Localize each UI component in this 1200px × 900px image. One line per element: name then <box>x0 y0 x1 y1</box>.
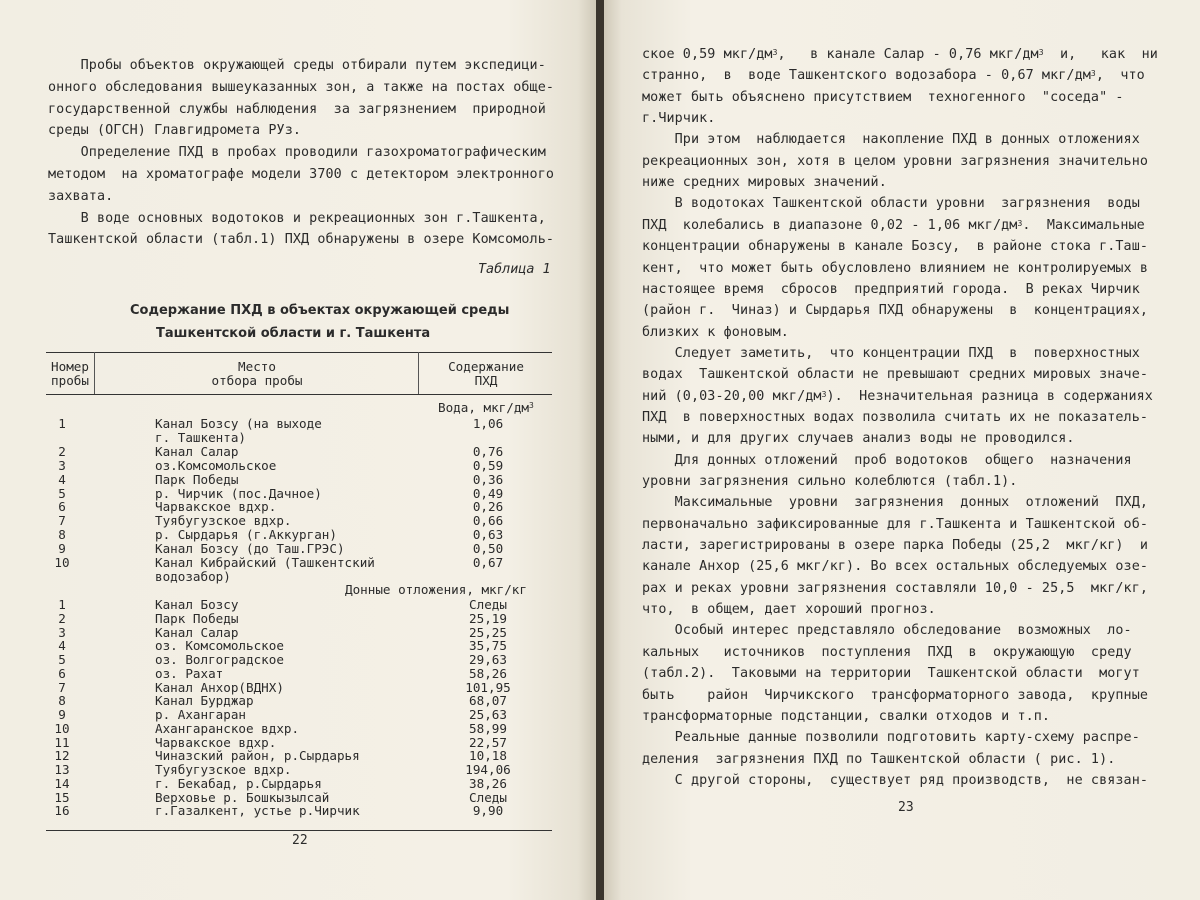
table-row-number: 10 <box>54 720 70 736</box>
table-row-value: 0,76 <box>472 443 504 459</box>
right-text-line <box>642 151 1148 172</box>
superscript: 3 <box>1090 69 1096 79</box>
table-row-value: Следы <box>469 597 507 612</box>
right-text-line <box>642 514 1148 535</box>
header-content <box>420 360 552 388</box>
table-row-value: 35,75 <box>469 638 507 654</box>
table-row-value: 22,57 <box>469 734 507 750</box>
table-row-value: 9,90 <box>472 803 504 819</box>
right-text-line <box>642 236 1148 257</box>
table-row-number: 15 <box>54 789 70 805</box>
table-row-place: Канал Бозсу (до Таш.ГРЭС) <box>155 541 345 557</box>
table-row-value: 0,50 <box>472 541 504 557</box>
text-segment: Реальные данные позволили подготовить карту-схему распре- <box>642 730 1140 746</box>
page-number-left: 22 <box>292 833 308 848</box>
right-text-line <box>642 386 1153 407</box>
table-row-place: г.Газалкент, устье р.Чирчик <box>155 803 360 819</box>
water-section-text: Вода, мкг/дм <box>438 400 529 415</box>
table-row-number: 5 <box>58 485 66 501</box>
text-segment: водах Ташкентской области не превышают средних мировых значе- <box>642 367 1149 383</box>
table-row-place: Канал Кибрайский (Ташкентский <box>155 555 375 570</box>
table-row-number: 12 <box>54 748 70 764</box>
table-row-value: 1,06 <box>472 416 504 431</box>
table-row-value: 0,63 <box>472 527 504 543</box>
table-row-place: р. Чирчик (пос.Дачное) <box>155 485 322 501</box>
left-text-line: онного обследования вышеуказанных зон, а также на постах обще- <box>48 79 555 95</box>
page-number-right: 23 <box>898 800 914 815</box>
table-row-number: 14 <box>54 775 70 791</box>
table-row-place: Ахангаранское вдхр. <box>155 720 300 736</box>
right-text-line <box>642 343 1140 364</box>
text-segment: уровни загрязнения сильно колеблются (табл.1). <box>642 474 1018 489</box>
table-row-number: 4 <box>58 471 66 487</box>
text-segment: ПХД колебались в диапазоне 0,02 - 1,06 мкг/дм <box>642 217 1018 233</box>
table-row-place-continued: водозабор) <box>155 568 231 584</box>
text-segment: странно, в воде Ташкентского водозабора - 0,67 мкг/дм <box>642 68 1091 84</box>
table-row-place: Канал Салар <box>155 443 239 459</box>
right-text-line <box>642 556 1148 577</box>
table-row-place: р. Сырдарья (г.Аккурган) <box>155 527 337 543</box>
right-text-line <box>642 706 1050 727</box>
table-bottom-rule <box>46 830 552 831</box>
text-segment: первоначально зафиксированные для г.Ташкента и Ташкентской об- <box>642 516 1149 532</box>
right-text-line <box>642 749 1115 770</box>
right-page <box>604 0 1200 900</box>
table-row-place: оз. Волгоградское <box>155 652 284 667</box>
header-number-line-1: Номер <box>51 359 89 374</box>
table-row-value: 29,63 <box>469 652 507 667</box>
table-row-value: 68,07 <box>469 693 507 709</box>
text-segment: кальных источников поступления ПХД в окружающую среду <box>642 644 1132 660</box>
water-section-sup: 3 <box>529 401 534 410</box>
sediment-section-label: Донные отложения, мкг/кг <box>345 582 527 597</box>
text-segment: При этом наблюдается накопление ПХД в донных отложениях <box>642 132 1140 148</box>
text-segment: может быть объяснено присутствием техногенного "соседа" - <box>642 89 1124 105</box>
text-segment: ниже средних мировых значений. <box>642 175 887 191</box>
left-text-line: Ташкентской области (табл.1) ПХД обнаружены в озере Комсомоль- <box>48 232 555 248</box>
table-row-number: 3 <box>58 624 66 640</box>
text-segment: Максимальные уровни загрязнения донных отложений ПХД, <box>642 495 1149 511</box>
text-segment: ний (0,03-20,00 мкг/дм <box>642 388 822 404</box>
right-text-line <box>642 428 1075 449</box>
table-row-number: 8 <box>58 527 66 543</box>
table-caption: Таблица 1 <box>478 262 551 277</box>
table-row-number: 13 <box>54 762 70 777</box>
table-row-place: Чарвакское вдхр. <box>155 734 277 750</box>
right-text-line <box>642 87 1124 108</box>
text-segment: ласти, зарегистрированы в озере парка Победы (25,2 мкг/кг) и <box>642 538 1149 554</box>
left-text-line: Пробы объектов окружающей среды отбирали путем экспедици- <box>48 58 546 73</box>
right-text-line <box>642 727 1140 748</box>
table-row-value: 25,63 <box>469 707 507 722</box>
left-text-line: Определение ПХД в пробах проводили газохроматографическим <box>48 145 546 161</box>
text-segment: В водотоках Ташкентской области уровни загрязнения воды <box>642 196 1140 212</box>
table-row-value: 0,59 <box>472 457 504 473</box>
header-place-line-2: отбора пробы <box>211 373 303 388</box>
text-segment: , что <box>1095 68 1145 84</box>
water-section-label <box>438 401 534 415</box>
header-place <box>96 360 418 388</box>
right-text-line <box>642 364 1148 385</box>
left-text-line: государственной службы наблюдения за загрязнением природной <box>48 101 546 117</box>
table-row-value: 58,99 <box>469 720 507 736</box>
text-segment: Для донных отложений проб водотоков общего назначения <box>642 452 1132 468</box>
text-segment: настоящее время сбросов предприятий города. В реках Чирчик <box>642 281 1140 297</box>
table-header-rule <box>46 394 552 395</box>
table-row-number: 4 <box>58 638 66 654</box>
table-row-number: 5 <box>58 652 66 667</box>
table-row-number: 8 <box>58 693 66 709</box>
text-segment: ными, и для других случаев анализ воды не проводился. <box>642 431 1075 447</box>
header-content-line-2: ПХД <box>474 373 498 388</box>
text-segment: ПХД в поверхностных водах позволила считать их не показатель- <box>642 409 1149 425</box>
right-text-line <box>642 492 1148 513</box>
table-title-line-2: Ташкентской области и г. Ташкента <box>156 326 431 341</box>
table-row-place: оз. Рахат <box>155 665 224 681</box>
right-text-line <box>642 322 789 343</box>
left-text-line: среды (ОГСН) Главгидромета РУз. <box>48 123 302 139</box>
table-col-divider-1 <box>94 352 95 394</box>
header-number <box>46 360 94 388</box>
table-row-value: 58,26 <box>469 665 507 681</box>
table-row-number: 2 <box>58 610 66 626</box>
superscript: 3 <box>821 389 827 399</box>
superscript: 3 <box>1038 48 1044 57</box>
text-segment: трансформаторные подстанции, свалки отходов и т.п. <box>642 708 1051 724</box>
table-row-number: 11 <box>54 734 70 750</box>
text-segment: рах и реках уровни загрязнения составляли 10,0 - 25,5 мкг/кг, <box>642 580 1149 596</box>
table-row-place: Канал Анхор(ВДНХ) <box>155 679 284 695</box>
right-text-line <box>642 108 715 129</box>
text-segment: С другой стороны, существует ряд производств, не связан- <box>642 772 1149 788</box>
right-text-line <box>642 65 1145 86</box>
table-row-place: оз. Комсомольское <box>155 638 284 654</box>
header-place-line-1: Место <box>238 359 276 374</box>
table-row-value: 101,95 <box>465 679 511 695</box>
table-row-place: г. Бекабад, р.Сырдарья <box>155 775 322 791</box>
right-text-line <box>642 663 1140 684</box>
table-row-number: 2 <box>58 443 66 459</box>
right-text-line <box>642 407 1148 428</box>
table-row-value: 25,19 <box>469 610 507 626</box>
text-segment: кент, что может быть обусловлено влиянием не контролируемых в <box>642 260 1149 276</box>
right-text-line <box>642 685 1148 706</box>
right-text-line <box>642 172 887 193</box>
text-segment: и, как ни <box>1043 47 1158 62</box>
table-row-number: 7 <box>58 679 66 695</box>
book-spine <box>596 0 604 900</box>
table-row-number: 1 <box>58 416 66 431</box>
table-row-number: 10 <box>54 555 70 570</box>
table-row-value: 25,25 <box>469 624 507 640</box>
table-row-value: 0,67 <box>472 555 504 570</box>
table-row-value: 0,66 <box>472 513 504 529</box>
right-text-line <box>642 578 1148 599</box>
table-row-number: 9 <box>58 541 66 557</box>
table-row-place: Канал Бурджар <box>155 693 254 709</box>
text-segment: Следует заметить, что концентрации ПХД в поверхностных <box>642 345 1140 361</box>
text-segment: (район г. Чиназ) и Сырдарья ПХД обнаружены в концентрациях, <box>642 303 1149 319</box>
table-row-place: Чарвакское вдхр. <box>155 499 277 515</box>
table-row-place: Канал Салар <box>155 624 239 640</box>
table-top-rule <box>46 352 552 353</box>
table-row-place: р. Ахангаран <box>155 707 246 722</box>
text-segment: Особый интерес представляло обследование возможных ло- <box>642 623 1132 639</box>
left-text-line: В воде основных водотоков и рекреационных зон г.Ташкента, <box>48 210 546 226</box>
table-row-place: Верховье р. Бошкызылсай <box>155 789 330 805</box>
table-row-number: 7 <box>58 513 66 529</box>
table-row-place: оз.Комсомольское <box>155 457 277 473</box>
left-text-line: захвата. <box>48 188 114 204</box>
table-row-number: 6 <box>58 665 66 681</box>
right-text-line <box>642 44 1158 65</box>
table-title-line-1: Содержание ПХД в объектах окружающей среды <box>130 303 510 318</box>
left-text-line: методом на хроматографе модели 3700 с детектором электронного <box>48 167 555 182</box>
table-row-place: Туябугузское вдхр. <box>155 762 292 777</box>
text-segment: канале Анхор (25,6 мкг/кг). Во всех остальных обследуемых озе- <box>642 559 1149 575</box>
table-row-number: 3 <box>58 457 66 473</box>
table-row-place: Парк Победы <box>155 471 239 487</box>
table-row-number: 6 <box>58 499 66 515</box>
table-row-value: Следы <box>469 789 507 805</box>
table-row-place: Чиназский район, р.Сырдарья <box>155 748 360 764</box>
right-text-line <box>642 193 1140 214</box>
right-text-line <box>642 599 936 620</box>
table-row-value: 0,36 <box>472 471 504 487</box>
header-number-line-2: пробы <box>51 373 89 388</box>
superscript: 3 <box>772 48 778 57</box>
right-text-line <box>642 450 1132 471</box>
right-text-line <box>642 620 1132 641</box>
right-text-line <box>642 300 1148 321</box>
table-row-place: Парк Победы <box>155 610 239 626</box>
right-text-line <box>642 279 1140 300</box>
text-segment: быть район Чирчикского трансформаторного завода, крупные <box>642 687 1149 703</box>
table-row-place: Туябугузское вдхр. <box>155 513 292 529</box>
right-text-line <box>642 129 1140 150</box>
text-segment: ское 0,59 мкг/дм <box>642 47 773 62</box>
right-text-line <box>642 535 1148 556</box>
table-row-place-continued: г. Ташкента) <box>155 429 246 445</box>
table-row-number: 9 <box>58 707 66 722</box>
header-content-line-1: Содержание <box>448 359 524 374</box>
right-text-line <box>642 471 1017 492</box>
right-text-line <box>642 215 1145 236</box>
table-row-value: 194,06 <box>465 762 511 777</box>
table-col-divider-2 <box>418 352 419 394</box>
text-segment: что, в общем, дает хороший прогноз. <box>642 602 936 618</box>
text-segment: близких к фоновым. <box>642 324 789 340</box>
text-segment: , в канале Салар - 0,76 мкг/дм <box>777 47 1039 62</box>
right-text-line <box>642 770 1148 791</box>
table-row-place: Канал Бозсу (на выходе <box>155 416 322 431</box>
table-row-value: 0,26 <box>472 499 504 515</box>
left-page <box>0 0 596 900</box>
table-row-value: 38,26 <box>469 775 507 791</box>
table-row-value: 0,49 <box>472 485 504 501</box>
text-segment: концентрации обнаружены в канале Бозсу, в районе стока г.Таш- <box>642 239 1149 255</box>
text-segment: (табл.2). Таковыми на территории Ташкентской области могут <box>642 666 1140 682</box>
right-text-line <box>642 258 1148 279</box>
table-row-value: 10,18 <box>469 748 507 764</box>
text-segment: ). Незначительная разница в содержаниях <box>826 388 1153 404</box>
text-segment: деления загрязнения ПХД по Ташкентской области ( рис. 1). <box>642 751 1116 767</box>
text-segment: г.Чирчик. <box>642 111 716 127</box>
table-row-place: Канал Бозсу <box>155 597 239 612</box>
right-text-line <box>642 642 1132 663</box>
table-row-number: 1 <box>58 597 66 612</box>
table-row-number: 16 <box>54 803 70 819</box>
text-segment: . Максимальные <box>1022 217 1145 233</box>
superscript: 3 <box>1017 218 1023 228</box>
text-segment: рекреационных зон, хотя в целом уровни загрязнения значительно <box>642 153 1149 169</box>
